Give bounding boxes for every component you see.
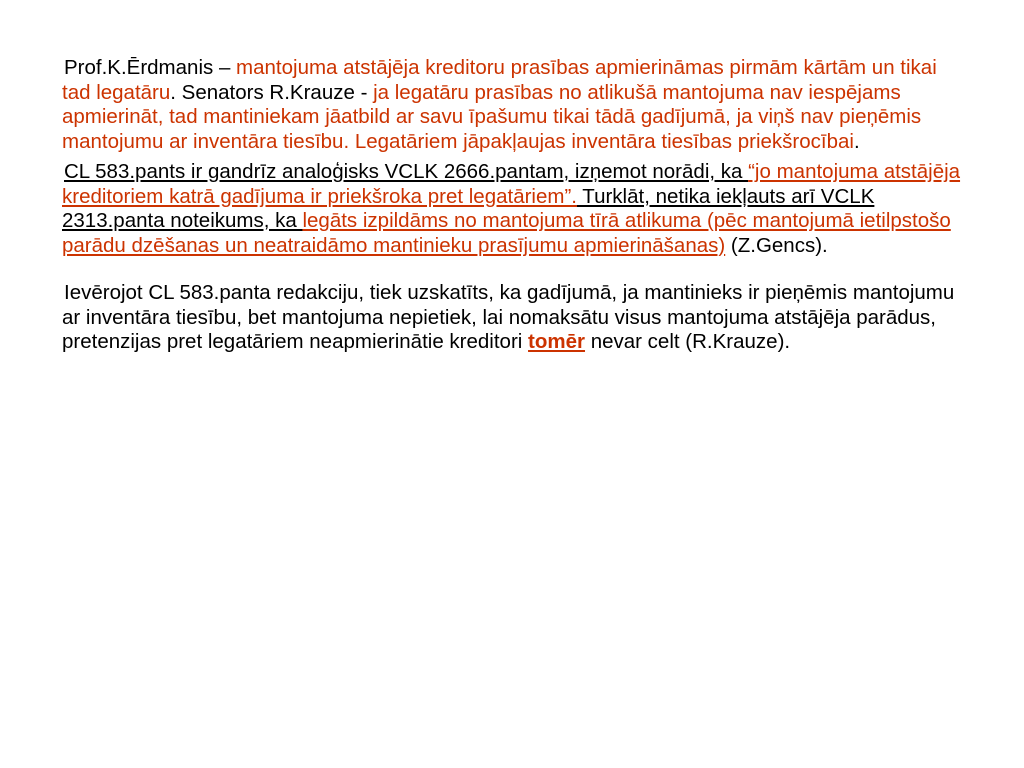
- text-gencs-citation: (Z.Gencs).: [725, 233, 828, 257]
- text-erdmanis-view: mantojuma atstājēja kreditoru prasības apmierināmas pirmām kārtām un tikai tad legatāru: [62, 56, 937, 104]
- text-period: .: [853, 129, 860, 153]
- text-krauze-view: ja legatāru prasības no atlikušā mantojuma nav iespējams apmierināt, tad mantiniekam jāatbild ar savu īpašumu tikai tādā gadījumā, ja viņš nav pieņēmis mantojumu ar inventāra tiesību. Legatāriem jāpakļaujas inventāra tiesības priekšrocībai: [62, 80, 922, 153]
- text-krauze-intro: . Senators R.Krauze -: [170, 80, 374, 104]
- text-erdmanis-intro: Prof.K.Ērdmanis –: [64, 56, 237, 79]
- text-vclk-2666-quote: “jo mantojuma atstājēja kreditoriem katrā gadījuma ir priekšroka pret legatāriem”.: [62, 160, 961, 208]
- text-krauze-citation: nevar celt (R.Krauze).: [585, 330, 791, 353]
- paragraph-cl-583-interpretation: [62, 281, 962, 355]
- text-cl-583-intro: CL 583.pants ir gandrīz analoģisks VCLK 2666.pantam, izņemot norādi, ka: [64, 160, 749, 183]
- text-tomer-emphasis: tomēr: [528, 330, 586, 353]
- slide-content: [62, 56, 962, 355]
- paragraph-cl-583: [62, 160, 962, 258]
- text-vclk-2313-rule: legāts izpildāms no mantojuma tīrā atlikuma (pēc mantojumā ietilpstošo parādu dzēšanas un neatraidāmo mantinieku prasījumu apmierināšanas): [62, 209, 951, 257]
- paragraph-erdmanis-krauze: [62, 56, 962, 154]
- text-vclk-2313-intro: Turklāt, netika iekļauts arī VCLK 2313.panta noteikums, ka: [62, 184, 875, 232]
- text-interpretation: Ievērojot CL 583.panta redakciju, tiek uzskatīts, ka gadījumā, ja mantinieks ir pieņēmis mantojumu ar inventāra tiesību, bet mantojuma nepietiek, lai nomaksātu visus mantojuma atstājēja parādus, pretenzijas pret legatāriem neapmierinātie kreditori: [62, 281, 955, 353]
